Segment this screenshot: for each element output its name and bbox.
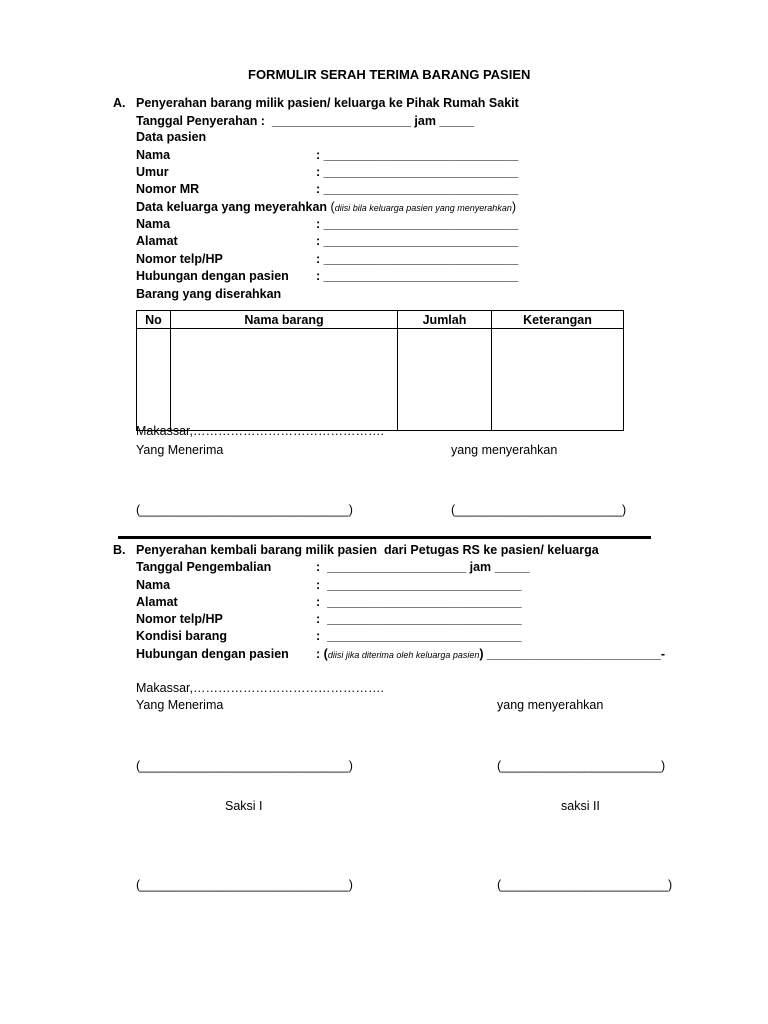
cell-item-name[interactable] <box>171 329 398 431</box>
return-phone-field[interactable]: : ____________________________ <box>316 612 522 626</box>
relation-colon: : ( <box>316 647 328 661</box>
patient-mr-field[interactable]: : ____________________________ <box>316 182 519 196</box>
witness1-signature[interactable]: (______________________________) <box>136 878 353 892</box>
items-table <box>136 310 624 431</box>
col-no-header: No <box>137 311 171 329</box>
receiver-label-a: Yang Menerima <box>136 443 224 457</box>
return-address-field[interactable]: : ____________________________ <box>316 595 522 609</box>
witness2-signature[interactable]: (________________________) <box>497 878 673 892</box>
col-item-name-header: Nama barang <box>171 311 398 329</box>
item-condition-field[interactable]: : ____________________________ <box>316 629 522 643</box>
family-relation-field[interactable]: : ____________________________ <box>316 269 519 283</box>
relation-blank: ) _________________________- <box>479 647 666 661</box>
col-quantity-header: Jumlah <box>398 311 492 329</box>
family-note-close: ) <box>511 200 516 214</box>
family-name-field[interactable]: : ____________________________ <box>316 217 519 231</box>
section-b-heading: Penyerahan kembali barang milik pasien dari Petugas RS ke pasien/ keluarga <box>136 543 599 557</box>
return-address-label: Alamat <box>136 595 178 609</box>
items-heading: Barang yang diserahkan <box>136 287 282 301</box>
section-a-heading: Penyerahan barang milik pasien/ keluarga ke Pihak Rumah Sakit <box>136 96 519 110</box>
return-relation-label: Hubungan dengan pasien <box>136 647 289 661</box>
return-date-field[interactable]: : ____________________ jam _____ <box>316 560 530 574</box>
cell-no[interactable] <box>137 329 171 431</box>
giver-label-a: yang menyerahkan <box>451 443 558 457</box>
giver-label-b: yang menyerahkan <box>497 698 604 712</box>
family-name-label: Nama <box>136 217 171 231</box>
receiver-signature-b[interactable]: (______________________________) <box>136 759 353 773</box>
return-relation-field[interactable] <box>316 646 665 663</box>
col-notes-header: Keterangan <box>492 311 624 329</box>
family-note: diisi bila keluarga pasien yang menyerahkan <box>334 203 512 213</box>
handover-date-line[interactable]: Tanggal Penyerahan : ____________________ jam _____ <box>136 114 475 128</box>
family-note-open: ( <box>327 200 335 214</box>
family-address-label: Alamat <box>136 234 178 248</box>
family-relation-label: Hubungan dengan pasien <box>136 269 289 283</box>
receiver-label-b: Yang Menerima <box>136 698 224 712</box>
section-b-marker: B. <box>113 543 126 557</box>
patient-name-field[interactable]: : ____________________________ <box>316 148 519 162</box>
witness2-label: saksi II <box>561 799 600 813</box>
witness1-label: Saksi I <box>225 799 263 813</box>
table-row <box>137 329 624 431</box>
return-name-field[interactable]: : ____________________________ <box>316 578 522 592</box>
place-date-b[interactable]: Makassar,………………………………………. <box>136 681 384 695</box>
patient-data-heading: Data pasien <box>136 130 207 144</box>
return-phone-label: Nomor telp/HP <box>136 612 223 626</box>
section-divider <box>118 536 651 539</box>
patient-mr-label: Nomor MR <box>136 182 200 196</box>
patient-age-field[interactable]: : ____________________________ <box>316 165 519 179</box>
family-address-field[interactable]: : ____________________________ <box>316 234 519 248</box>
form-title: FORMULIR SERAH TERIMA BARANG PASIEN <box>248 67 531 82</box>
return-name-label: Nama <box>136 578 171 592</box>
giver-signature-a[interactable]: (________________________) <box>451 503 627 517</box>
family-heading: Data keluarga yang meyerahkan <box>136 200 328 214</box>
relation-note: diisi jika diterima oleh keluarga pasien <box>327 650 480 660</box>
cell-notes[interactable] <box>492 329 624 431</box>
patient-name-label: Nama <box>136 148 171 162</box>
place-date-a[interactable]: Makassar,………………………………………. <box>136 424 384 438</box>
family-heading-line <box>136 199 516 216</box>
section-a-marker: A. <box>113 96 126 110</box>
receiver-signature-a[interactable]: (______________________________) <box>136 503 353 517</box>
giver-signature-b[interactable]: (_______________________) <box>497 759 666 773</box>
table-header-row <box>137 311 624 329</box>
cell-quantity[interactable] <box>398 329 492 431</box>
return-date-label: Tanggal Pengembalian <box>136 560 272 574</box>
item-condition-label: Kondisi barang <box>136 629 227 643</box>
family-phone-label: Nomor telp/HP <box>136 252 223 266</box>
patient-age-label: Umur <box>136 165 169 179</box>
family-phone-field[interactable]: : ____________________________ <box>316 252 519 266</box>
